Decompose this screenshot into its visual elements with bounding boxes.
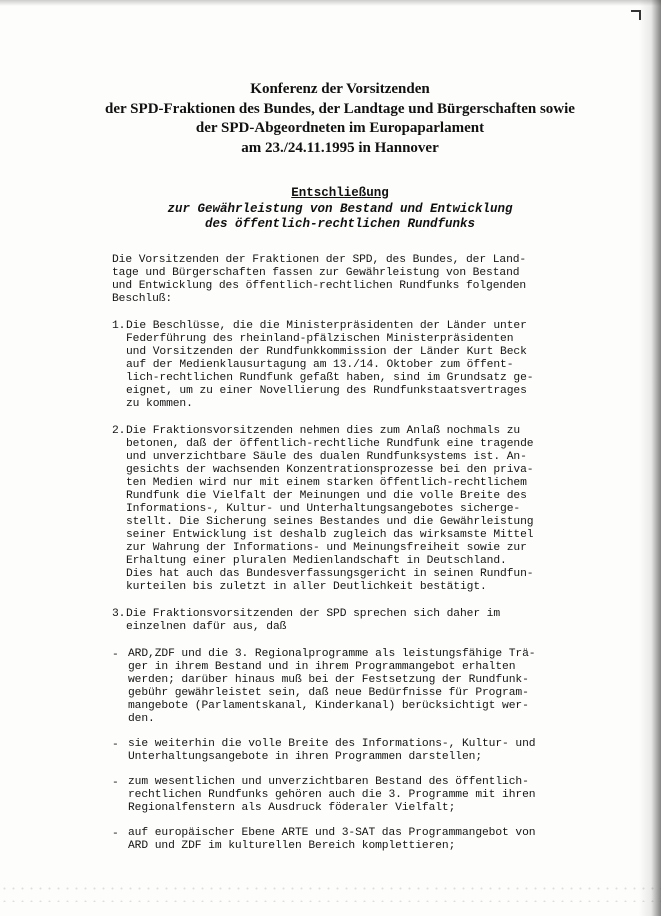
text-line: zu kommen. <box>126 398 193 410</box>
document-body <box>112 254 582 865</box>
text-line: einzelnen dafür aus, daß <box>126 621 287 633</box>
resolution-title <box>100 186 580 233</box>
text-line: Erhaltung einer pluralen Medienlandschaft in Deutschland. <box>126 555 507 567</box>
text-line: tage und Bürgerschaften fassen zur Gewährleistung von Bestand <box>112 267 520 279</box>
item-number: 3. <box>112 608 126 620</box>
text-line: ARD,ZDF und die 3. Regionalprogramme als leistungsfähige Trä- <box>128 648 536 660</box>
text-line: zur Wahrung der Informations- und Meinungsfreiheit sowie zur <box>126 542 527 554</box>
text-line: Beschluß: <box>112 293 173 305</box>
item-number: 1. <box>112 320 126 332</box>
text-line: eignet, um zu einer Novellierung des Rundfunkstaatsvertrages <box>126 385 527 397</box>
bullet-item <box>112 776 582 815</box>
bullet-dash: - <box>112 649 119 661</box>
header-line: am 23./24.11.1995 in Hannover <box>241 139 439 156</box>
text-line: ARD und ZDF im kulturellen Bereich komplettieren; <box>128 840 456 852</box>
numbered-item-3 <box>112 608 582 634</box>
text-line: Die Vorsitzenden der Fraktionen der SPD, des Bundes, der Land- <box>112 254 527 266</box>
text-line: Die Beschlüsse, die die Ministerpräsidenten der Länder unter <box>126 320 527 332</box>
title-line: zur Gewährleistung von Bestand und Entwicklung <box>167 201 513 216</box>
text-line: mangebote (Parlamentskanal, Kinderkanal) berücksichtigt wer- <box>128 700 529 712</box>
text-line: ger in ihrem Bestand und in ihrem Programmangebot erhalten <box>128 661 516 673</box>
header-line: der SPD-Fraktionen des Bundes, der Landtage und Bürgerschaften sowie <box>105 100 575 117</box>
text-line: und Vorsitzenden der Rundfunkkommission der Länder Kurt Beck <box>126 346 527 358</box>
bullet-item <box>112 738 582 764</box>
text-line: und Entwicklung des öffentlich-rechtlichen Rundfunks folgenden <box>112 280 527 292</box>
conference-header <box>60 80 620 158</box>
text-line: stellt. Die Sicherung seines Bestandes und die Gewährleistung <box>126 516 534 528</box>
title-line: des öffentlich-rechtlichen Rundfunks <box>204 217 476 231</box>
text-line: auf der Medienklausurtagung am 13./14. Oktober zum öffent- <box>126 359 514 371</box>
scan-right-edge <box>639 0 661 916</box>
scan-corner-mark <box>631 10 641 20</box>
bullet-item <box>112 648 582 726</box>
text-line: sie weiterhin die volle Breite des Informations-, Kultur- und <box>128 738 536 750</box>
numbered-item-2 <box>112 425 582 594</box>
numbered-item-1 <box>112 320 582 411</box>
text-line: Dies hat auch das Bundesverfassungsgericht in seinen Rundfun- <box>126 568 534 580</box>
text-line: Die Fraktionsvorsitzenden nehmen dies zum Anlaß nochmals zu <box>126 425 521 437</box>
bullet-dash: - <box>112 828 119 840</box>
text-line: werden; darüber hinaus muß bei der Festsetzung der Rundfunk- <box>128 674 529 686</box>
text-line: den. <box>128 713 155 725</box>
text-line: rechtlichen Rundfunks gehören auch die 3. Programme mit ihren <box>128 789 536 801</box>
text-line: kurteilen bis zuletzt in aller Deutlichkeit bestätigt. <box>126 581 487 593</box>
text-line: zum wesentlichen und unverzichtbaren Bestand des öffentlich- <box>128 776 529 788</box>
header-line: Konferenz der Vorsitzenden <box>250 81 430 97</box>
text-line: und unverzichtbare Säule des dualen Rundfunksystems ist. An- <box>126 451 527 463</box>
text-line: betonen, daß der öffentlich-rechtliche Rundfunk eine tragende <box>126 438 534 450</box>
text-line: auf europäischer Ebene ARTE und 3-SAT das Programmangebot von <box>128 827 536 839</box>
bullet-item <box>112 827 582 853</box>
text-line: Regionalfenstern als Ausdruck föderaler Vielfalt; <box>128 802 456 814</box>
text-line: Federführung des rheinland-pfälzischen Ministerpräsidenten <box>126 333 514 345</box>
text-line: ten Medien wird nur mit einem starken öffentlich-rechtlichem <box>126 477 527 489</box>
text-line: Rundfunk die Vielfalt der Meinungen und die volle Breite des <box>126 490 527 502</box>
bullet-dash: - <box>112 739 119 751</box>
text-line: Die Fraktionsvorsitzenden der SPD sprechen sich daher im <box>126 608 501 620</box>
bullet-dash: - <box>112 777 119 789</box>
title-line: Entschließung <box>291 186 389 200</box>
text-line: gesichts der wachsenden Konzentrationsprozesse bei den priva- <box>126 464 534 476</box>
text-line: lich-rechtlichen Rundfunk gefaßt haben, sind im Grundsatz ge- <box>126 372 534 384</box>
text-line: seiner Entwicklung ist deshalb zugleich das wirksamste Mittel <box>126 529 534 541</box>
item-number: 2. <box>112 425 126 437</box>
header-line: der SPD-Abgeordneten im Europaparlament <box>195 120 485 136</box>
scan-top-edge <box>0 0 661 6</box>
scan-bottom-specks <box>0 882 661 902</box>
text-line: Unterhaltungsangebote in ihren Programmen darstellen; <box>128 751 482 763</box>
text-line: gebühr gewährleistet sein, daß neue Bedürfnisse für Program- <box>128 687 529 699</box>
intro-paragraph <box>112 254 582 306</box>
text-line: Informations-, Kultur- und Unterhaltungsangebotes sicherge- <box>126 503 521 515</box>
